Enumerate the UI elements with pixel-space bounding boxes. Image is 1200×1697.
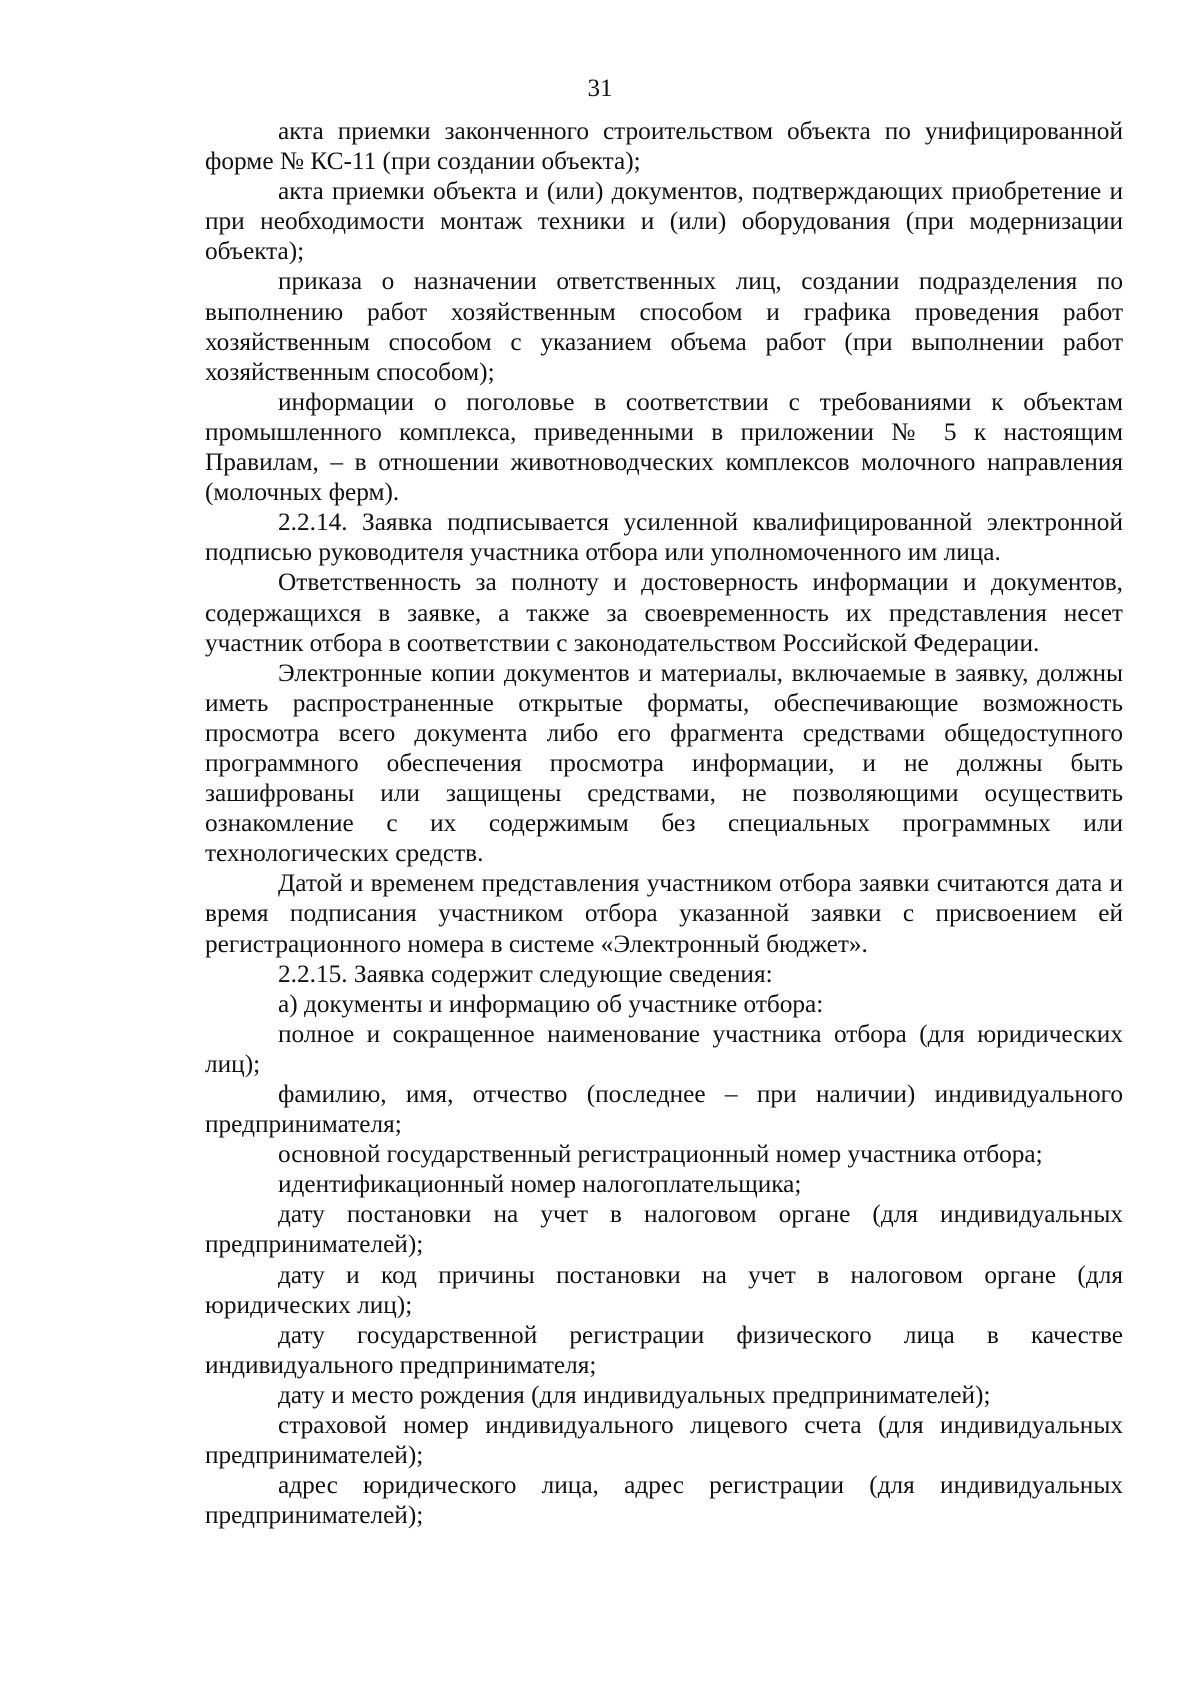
- paragraph-state-registration-date: дату государственной регистрации физического лица в качестве индивидуального предпринимателя;: [205, 1320, 1123, 1379]
- page-number: 31: [587, 75, 613, 102]
- paragraph-2-2-15: 2.2.15. Заявка содержит следующие сведения:: [278, 959, 773, 988]
- paragraph-2-2-14: 2.2.14. Заявка подписывается усиленной квалифицированной электронной подписью руководителя участника отбора или уполномоченного им лица.: [205, 508, 1123, 567]
- paragraph-item-a: а) документы и информацию об участнике отбора:: [278, 989, 824, 1018]
- paragraph-submission-date: Датой и временем представления участником отбора заявки считаются дата и время подписания участником отбора указанной заявки с присвоением ей регистрационного номера в системе «Электронный бюджет».: [205, 869, 1123, 958]
- paragraph-ogrn: основной государственный регистрационный номер участника отбора;: [278, 1140, 1043, 1169]
- paragraph-livestock-info: информации о поголовье в соответствии с требованиями к объектам промышленного комплекса, приведенными в приложении № 5 к настоящим Правилам, – в отношении животноводческих комплексов молочного направления (молочных ферм).: [205, 387, 1123, 507]
- paragraph-order-responsible: приказа о назначении ответственных лиц, создании подразделения по выполнению работ хозяйственным способом и графика проведения работ хозяйственным способом с указанием объема работ (при выполнении работ хозяйственным способом);: [205, 267, 1123, 386]
- paragraph-address: адрес юридического лица, адрес регистрации (для индивидуальных предпринимателей);: [205, 1471, 1123, 1530]
- paragraph-birth-date-place: дату и место рождения (для индивидуальных предпринимателей);: [278, 1380, 991, 1409]
- paragraph-responsibility: Ответственность за полноту и достоверность информации и документов, содержащихся в заявке, а также за своевременность их представления несет участник отбора в соответствии с законодательством Российской Федерации.: [205, 568, 1123, 657]
- paragraph-inn: идентификационный номер налогоплательщика;: [278, 1170, 802, 1199]
- paragraph-snils: страховой номер индивидуального лицевого счета (для индивидуальных предпринимателей);: [205, 1411, 1123, 1470]
- paragraph-electronic-copies: Электронные копии документов и материалы, включаемые в заявку, должны иметь распространенные открытые форматы, обеспечивающие возможность просмотра всего документа либо его фрагмента средствами общедоступного программного обеспечения просмотра информации, и не должны быть зашифрованы или защищены средствами, не позволяющими осуществить ознакомление с их содержимым без специальных программных или технологических средств.: [205, 658, 1123, 868]
- paragraph-act-ks11: акта приемки законченного строительством объекта по унифицированной форме № КС-11 (при создании объекта);: [205, 117, 1123, 176]
- document-body: [205, 116, 1123, 1530]
- paragraph-tax-reason-code: дату и код причины постановки на учет в налоговом органе (для юридических лиц);: [205, 1260, 1123, 1319]
- paragraph-tax-registration-date: дату постановки на учет в налоговом органе (для индивидуальных предпринимателей);: [205, 1200, 1123, 1259]
- paragraph-full-name-legal: полное и сокращенное наименование участника отбора (для юридических лиц);: [205, 1019, 1123, 1078]
- paragraph-fio-entrepreneur: фамилию, имя, отчество (последнее – при наличии) индивидуального предпринимателя;: [205, 1080, 1123, 1139]
- paragraph-act-modernization: акта приемки объекта и (или) документов, подтверждающих приобретение и при необходимости монтаж техники и (или) оборудования (при модернизации объекта);: [205, 177, 1123, 266]
